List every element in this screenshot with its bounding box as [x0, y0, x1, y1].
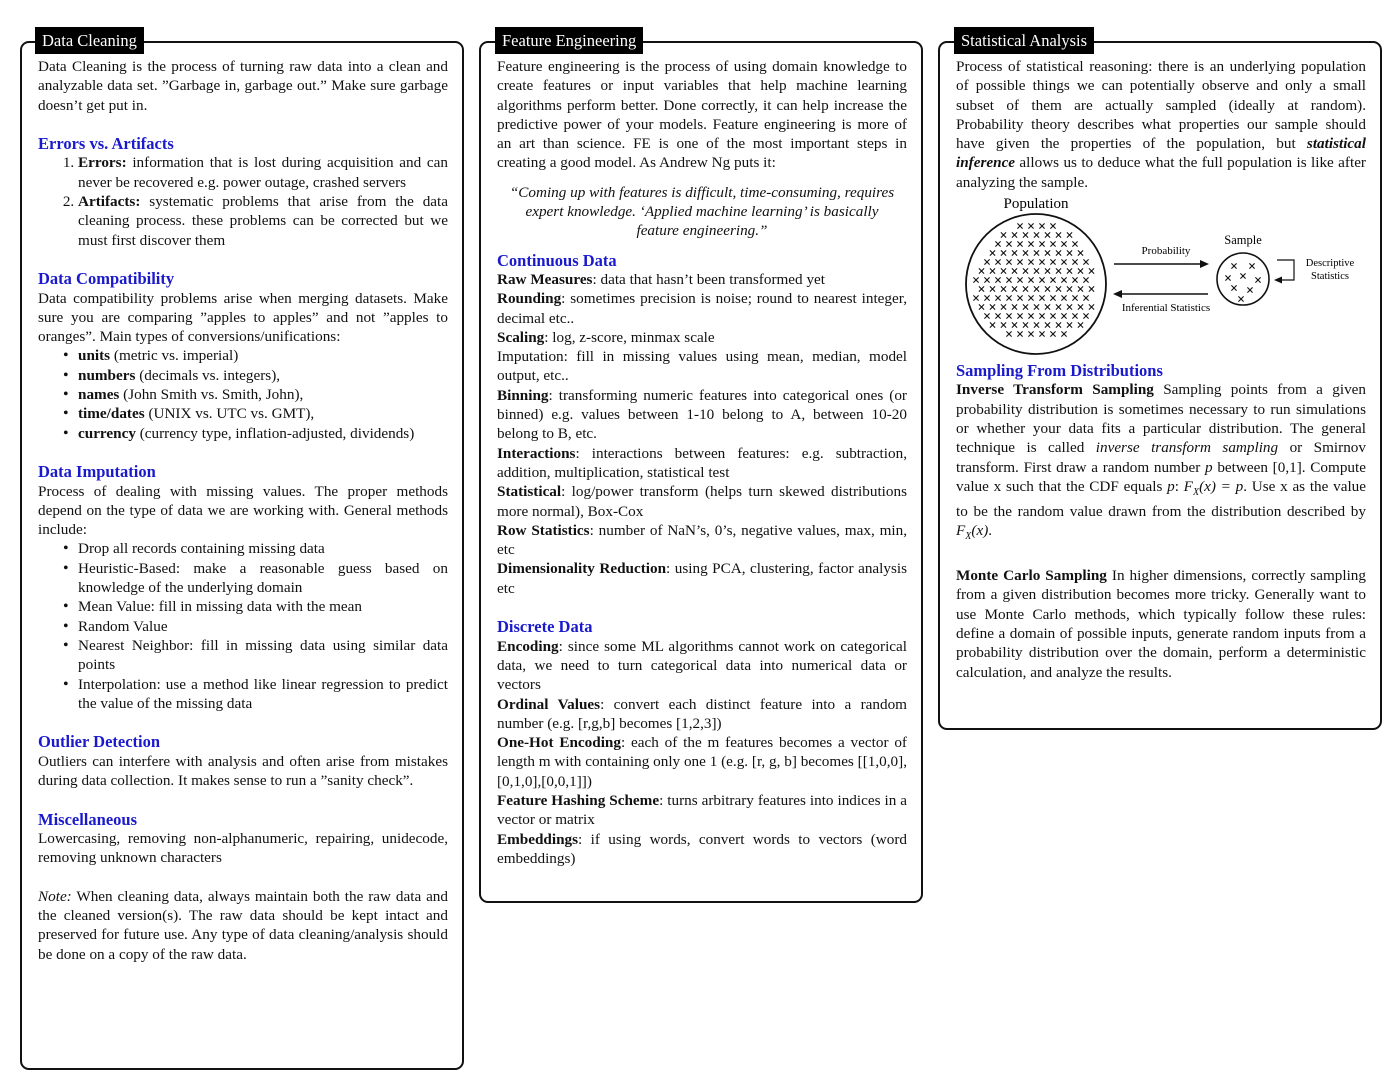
data-cleaning-content: [38, 57, 448, 964]
outlier-heading: Outlier Detection: [38, 732, 161, 752]
statistical-analysis-title: Statistical Analysis: [954, 27, 1094, 54]
list-item: Interactions: interactions between features: e.g. subtraction, addition, multiplication, statistical test: [497, 444, 907, 481]
data-cleaning-intro: Data Cleaning is the process of turning raw data into a clean and analyzable data set. ”Garbage in, garbage out.” Make sure garbage doesn’t get put in.: [38, 58, 448, 114]
list-item: Feature Hashing Scheme: turns arbitrary features into indices in a vector or matrix: [497, 791, 907, 829]
statistical-analysis-panel: [938, 41, 1382, 730]
list-item: Row Statistics: number of NaN’s, 0’s, negative values, max, min, etc: [497, 521, 907, 559]
list-item: • names (John Smith vs. Smith, John),: [78, 385, 448, 404]
list-item: • Heuristic-Based: make a reasonable guess based on knowledge of the underlying domain: [78, 559, 448, 598]
outlier-text: Outliers can interfere with analysis and often arise from mistakes during data collection. It makes sense to run a ”sanity check”.: [38, 752, 448, 789]
list-item: Raw Measures: data that hasn’t been transformed yet: [497, 270, 825, 288]
list-item: • Nearest Neighbor: fill in missing data using similar data points: [78, 636, 448, 675]
list-item: Rounding: sometimes precision is noise; round to nearest integer, decimal etc..: [497, 290, 907, 327]
inferential-label: Inferential Statistics: [1121, 302, 1211, 315]
inferential-arrowhead: [1113, 290, 1122, 298]
misc-text: Lowercasing, removing non-alphanumeric, repairing, unidecode, removing unknown characters: [38, 829, 448, 867]
list-item: Dimensionality Reduction: using PCA, clustering, factor analysis etc: [497, 560, 908, 597]
list-item: Statistical: log/power transform (helps turn skewed distributions more normal), Box-Cox: [497, 483, 907, 520]
imputation-heading: Data Imputation: [38, 462, 156, 482]
compat-text: Data compatibility problems arise when merging datasets. Make sure you are comparing ”apples to apples” and not ”apples to oranges”. Main types of conversions/unifications:: [38, 289, 448, 346]
discrete-heading: Discrete Data: [497, 617, 593, 637]
mc-text: Monte Carlo Sampling In higher dimensions, correctly sampling from a given distribution becomes more tricky. Generally want to use Monte Carlo methods, which typically follow these rules: define a domain of possible inputs, generate random inputs from a probability distribution over the domain, perform a deterministic calculation, and analyze the results.: [956, 567, 1366, 681]
errors-heading: Errors vs. Artifacts: [38, 134, 174, 154]
feature-engineering-content: [497, 57, 907, 868]
compat-list: [38, 346, 448, 442]
sampling-heading: Sampling From Distributions: [956, 361, 1163, 381]
compat-heading: Data Compatibility: [38, 269, 175, 289]
list-item: Binning: transforming numeric features into categorical ones (or binned) e.g. values between 1-10 belong to A, between 10-20 belong to B, etc.: [497, 386, 907, 443]
probability-label: Probability: [1141, 245, 1191, 258]
population-sample-diagram: [956, 192, 1376, 357]
list-item: • Drop all records containing missing data: [78, 539, 448, 558]
population-points: [973, 223, 1094, 336]
list-item: • time/dates (UNIX vs. UTC vs. GMT),: [78, 404, 448, 423]
continuous-heading: Continuous Data: [497, 250, 617, 270]
list-item: • Random Value: [78, 617, 448, 636]
list-item: Encoding: since some ML algorithms cannot work on categorical data, we need to turn categorical data into numerical data or vectors: [497, 637, 907, 694]
list-item: Scaling: log, z-score, minmax scale: [497, 328, 715, 346]
list-item: • Mean Value: fill in missing data with the mean: [78, 597, 448, 616]
list-item: Imputation: fill in missing values using mean, median, model output, etc..: [497, 348, 907, 385]
list-item: One-Hot Encoding: each of the m features becomes a vector of length m with containing only one 1 (e.g. [r, g, b] becomes [[1,0,0],[0,1,0],[0,0,1]]): [497, 734, 907, 790]
data-cleaning-title: Data Cleaning: [35, 27, 144, 54]
fe-intro: Feature engineering is the process of using domain knowledge to create features or input variables that help machine learning algorithms perform better. Done correctly, it can help increase the predictive power of your models. Feature engineering is more of an art than science. FE is one of the most important steps in creating a good model. As Andrew Ng puts it:: [497, 58, 907, 172]
descriptive-arrow: [1277, 260, 1294, 280]
list-item: 1. Errors: information that is lost during acquisition and can never be recovered e.g. power outage, crashed servers: [78, 153, 448, 192]
list-item: • Interpolation: use a method like linear regression to predict the value of the missing data: [78, 675, 448, 714]
list-item: Embeddings: if using words, convert words to vectors (word embeddings): [497, 830, 907, 867]
descriptive-label-2: Statistics: [1311, 271, 1349, 283]
feature-engineering-title: Feature Engineering: [495, 27, 643, 54]
list-item: • currency (currency type, inflation-adjusted, dividends): [78, 424, 448, 443]
misc-heading: Miscellaneous: [38, 809, 137, 829]
list-item: • numbers (decimals vs. integers),: [78, 366, 448, 385]
descriptive-arrowhead: [1274, 277, 1282, 284]
population-label: Population: [1003, 196, 1069, 213]
sample-points: [1225, 263, 1260, 301]
data-cleaning-panel: [20, 41, 464, 1070]
population-sample-svg: [956, 192, 1376, 357]
imputation-list: [38, 539, 448, 713]
its-text: Inverse Transform Sampling Sampling points from a given probability distribution is sometimes necessary to run simulations or whether your data fits a particular distribution. The general technique is called inverse transform sampling or Smirnov transform. First draw a random number p between [0,1]. Compute value x such that the CDF equals p: $F_X(x) = p$. Use x as the value to be the random value drawn from the distribution described by $F_X(x)$.: [956, 381, 1366, 543]
errors-list: [38, 153, 448, 249]
feature-engineering-panel: [479, 41, 923, 903]
statistical-analysis-content: [956, 57, 1366, 682]
list-item: • units (metric vs. imperial): [78, 346, 448, 365]
sample-label: Sample: [1224, 233, 1262, 248]
fe-quote: “Coming up with features is difficult, time-consuming, requires expert knowledge. ‘Applied machine learning’ is basically feature engineering.”: [509, 183, 895, 240]
sa-intro: Process of statistical reasoning: there is an underlying population of possible things we can potentially observe and only a small subset of them are actually sampled (ideally at random). Probability theory describes what properties our sample should have given the properties of the population, but statistical inference allows us to deduce what the full population is like after analyzing the sample.: [956, 58, 1366, 191]
descriptive-label-1: Descriptive: [1305, 258, 1355, 270]
note-text: Note: When cleaning data, always maintain both the raw data and the cleaned version(s). The raw data should be kept intact and preserved for future use. Any type of data cleaning/analysis should be done on a copy of the raw data.: [38, 887, 448, 963]
list-item: 2. Artifacts: systematic problems that arise from the data cleaning process. these problems can be corrected but we must first discover them: [78, 192, 448, 250]
list-item: Ordinal Values: convert each distinct feature into a random number (e.g. [r,g,b] becomes [1,2,3]): [497, 695, 907, 732]
probability-arrowhead: [1200, 260, 1209, 268]
imputation-text: Process of dealing with missing values. The proper methods depend on the type of data we are working with. General methods include:: [38, 482, 448, 539]
